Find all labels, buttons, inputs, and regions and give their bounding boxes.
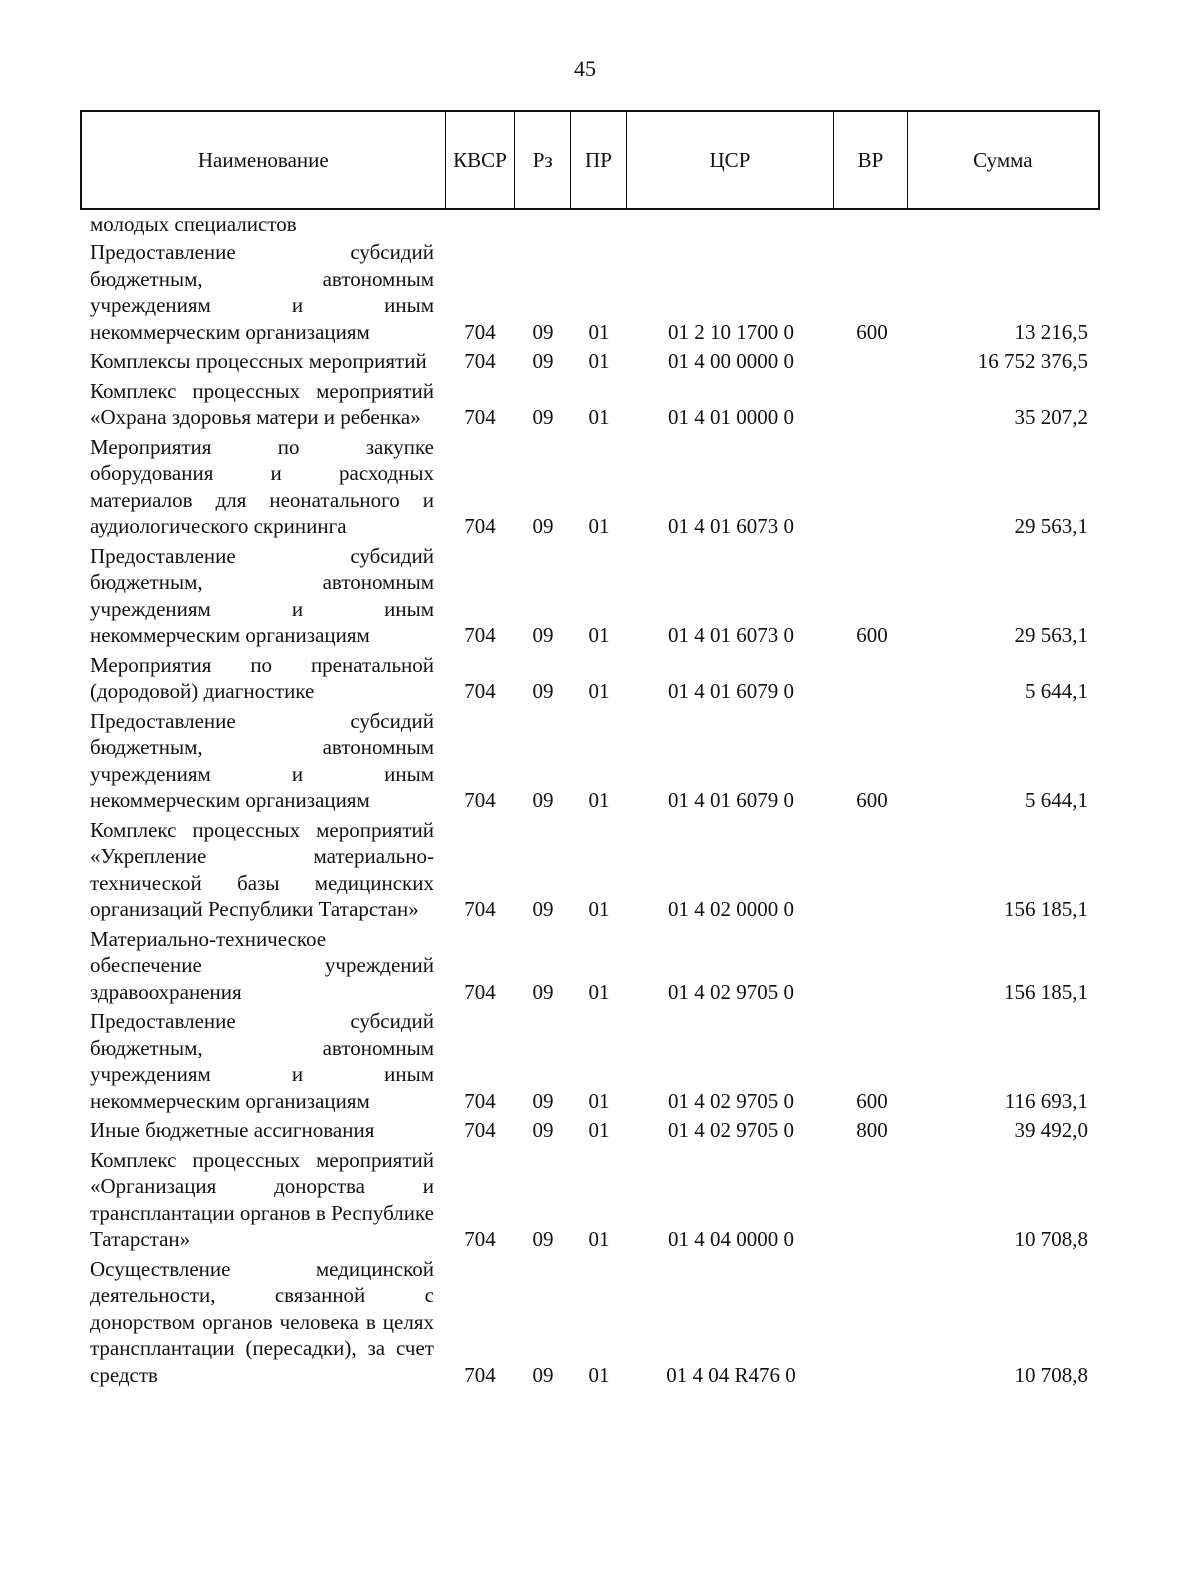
cell-pr: 01 (588, 1227, 610, 1251)
cell-sum: 5 644,1 (1025, 788, 1088, 812)
cell-rz: 09 (532, 679, 554, 703)
cell-name: Комплексы процессных мероприятий (90, 349, 427, 373)
cell-sum: 16 752 376,5 (977, 349, 1088, 373)
cell-sum: 10 708,8 (1014, 1227, 1088, 1251)
cell-sum: 156 185,1 (1004, 979, 1088, 1004)
cell-sum: 5 644,1 (1025, 679, 1088, 703)
header-name: Наименование (82, 112, 446, 208)
cell-rz: 09 (532, 1227, 554, 1251)
cell-csr: 01 4 04 R476 0 (666, 1362, 796, 1387)
cell-csr: 01 4 01 6079 0 (668, 679, 794, 703)
cell-name: Предоставление субсидий бюджетным, автономным учреждениям и иным некоммерческим организациям (90, 240, 434, 344)
header-csr: ЦСР (627, 112, 834, 208)
table-row (80, 1147, 1100, 1253)
cell-csr: 01 2 10 1700 0 (668, 319, 794, 344)
cell-name: Иные бюджетные ассигнования (90, 1118, 375, 1142)
cell-rz: 09 (532, 979, 554, 1004)
cell-rz: 09 (532, 514, 554, 538)
cell-pr: 01 (588, 514, 610, 538)
cell-sum: 35 207,2 (1014, 405, 1088, 429)
cell-name: Мероприятия по закупке оборудования и расходных материалов для неонатального и аудиологического скрининга (90, 434, 434, 538)
table-row (80, 543, 1100, 649)
cell-pr: 01 (588, 897, 610, 921)
cell-pr: 01 (588, 1362, 610, 1387)
cell-rz: 09 (532, 1362, 554, 1387)
header-kvsr: КВСР (446, 112, 516, 208)
cell-rz: 09 (532, 1088, 554, 1113)
cell-csr: 01 4 00 0000 0 (668, 349, 794, 373)
table-row (80, 1256, 1100, 1389)
table-row (80, 817, 1100, 923)
cell-vr: 800 (856, 1118, 888, 1142)
cell-pr: 01 (588, 405, 610, 429)
cell-sum: 39 492,0 (1014, 1118, 1088, 1142)
cell-pr: 01 (588, 319, 610, 344)
table-row (80, 1117, 1100, 1144)
cell-csr: 01 4 01 6079 0 (668, 788, 794, 812)
table-row (80, 348, 1100, 375)
cell-name: Комплекс процессных мероприятий «Охрана здоровья матери и ребенка» (90, 378, 434, 429)
cell-kvsr: 704 (464, 1088, 496, 1113)
cell-sum: 13 216,5 (1014, 319, 1088, 344)
table-row (80, 652, 1100, 705)
cell-sum: 156 185,1 (1004, 897, 1088, 921)
cell-pr: 01 (588, 349, 610, 373)
cell-csr: 01 4 02 9705 0 (668, 1118, 794, 1142)
cell-rz: 09 (532, 319, 554, 344)
cell-name: Комплекс процессных мероприятий «Укрепление материально-технической базы медицинских организаций Республики Татарстан» (90, 817, 434, 921)
cell-csr: 01 4 02 0000 0 (668, 897, 794, 921)
cell-pr: 01 (588, 1088, 610, 1113)
cell-vr: 600 (856, 788, 888, 812)
cell-kvsr: 704 (464, 405, 496, 429)
cell-name: Комплекс процессных мероприятий «Организация донорства и трансплантации органов в Республике Татарстан» (90, 1147, 434, 1251)
page-number: 45 (574, 56, 596, 81)
cell-sum: 116 693,1 (1004, 1088, 1088, 1113)
cell-sum: 29 563,1 (1014, 514, 1088, 538)
table-row (80, 926, 1100, 1006)
cell-kvsr: 704 (464, 319, 496, 344)
cell-vr: 600 (856, 1088, 888, 1113)
cell-kvsr: 704 (464, 788, 496, 812)
cell-rz: 09 (532, 1118, 554, 1142)
header-vr: ВР (834, 112, 908, 208)
cell-csr: 01 4 01 6073 0 (668, 514, 794, 538)
cell-rz: 09 (532, 349, 554, 373)
cell-name: Предоставление субсидий бюджетным, автономным учреждениям и иным некоммерческим организациям (90, 708, 434, 812)
cell-csr: 01 4 04 0000 0 (668, 1227, 794, 1251)
cell-sum: 29 563,1 (1014, 623, 1088, 647)
cell-pr: 01 (588, 979, 610, 1004)
cell-csr: 01 4 02 9705 0 (668, 1088, 794, 1113)
cell-vr: 600 (856, 623, 888, 647)
cell-kvsr: 704 (464, 1362, 496, 1387)
cell-name: Предоставление субсидий бюджетным, автономным учреждениям и иным некоммерческим организациям (90, 1009, 434, 1113)
table-row (80, 434, 1100, 540)
cell-name: Предоставление субсидий бюджетным, автономным учреждениям и иным некоммерческим организациям (90, 543, 434, 647)
cell-name: молодых специалистов (90, 212, 297, 236)
table-row (80, 239, 1100, 345)
cell-csr: 01 4 02 9705 0 (668, 979, 794, 1004)
cell-pr: 01 (588, 1118, 610, 1142)
cell-kvsr: 704 (464, 514, 496, 538)
cell-rz: 09 (532, 897, 554, 921)
header-rz: Рз (515, 112, 571, 208)
cell-kvsr: 704 (464, 623, 496, 647)
cell-rz: 09 (532, 405, 554, 429)
cell-kvsr: 704 (464, 679, 496, 703)
cell-pr: 01 (588, 788, 610, 812)
cell-rz: 09 (532, 788, 554, 812)
cell-kvsr: 704 (464, 979, 496, 1004)
cell-kvsr: 704 (464, 1227, 496, 1251)
header-pr: ПР (571, 112, 627, 208)
table-row (80, 1008, 1100, 1114)
cell-rz: 09 (532, 623, 554, 647)
cell-name: Мероприятия по пренатальной (дородовой) диагностике (90, 652, 434, 703)
table-body (80, 212, 1100, 1388)
cell-kvsr: 704 (464, 1118, 496, 1142)
cell-csr: 01 4 01 0000 0 (668, 405, 794, 429)
table-row (80, 708, 1100, 814)
cell-name: Материально-техническое обеспечение учреждений здравоохранения (90, 926, 434, 1004)
table-row (80, 212, 1100, 236)
cell-kvsr: 704 (464, 897, 496, 921)
table-row (80, 378, 1100, 431)
cell-vr: 600 (856, 319, 888, 344)
table-header (80, 110, 1100, 210)
cell-sum: 10 708,8 (1014, 1362, 1088, 1387)
cell-pr: 01 (588, 623, 610, 647)
cell-pr: 01 (588, 679, 610, 703)
cell-kvsr: 704 (464, 349, 496, 373)
header-sum: Сумма (973, 147, 1033, 172)
cell-name: Осуществление медицинской деятельности, связанной с донорством органов человека в целях трансплантации (пересадки), за счет средств (90, 1256, 434, 1387)
cell-csr: 01 4 01 6073 0 (668, 623, 794, 647)
